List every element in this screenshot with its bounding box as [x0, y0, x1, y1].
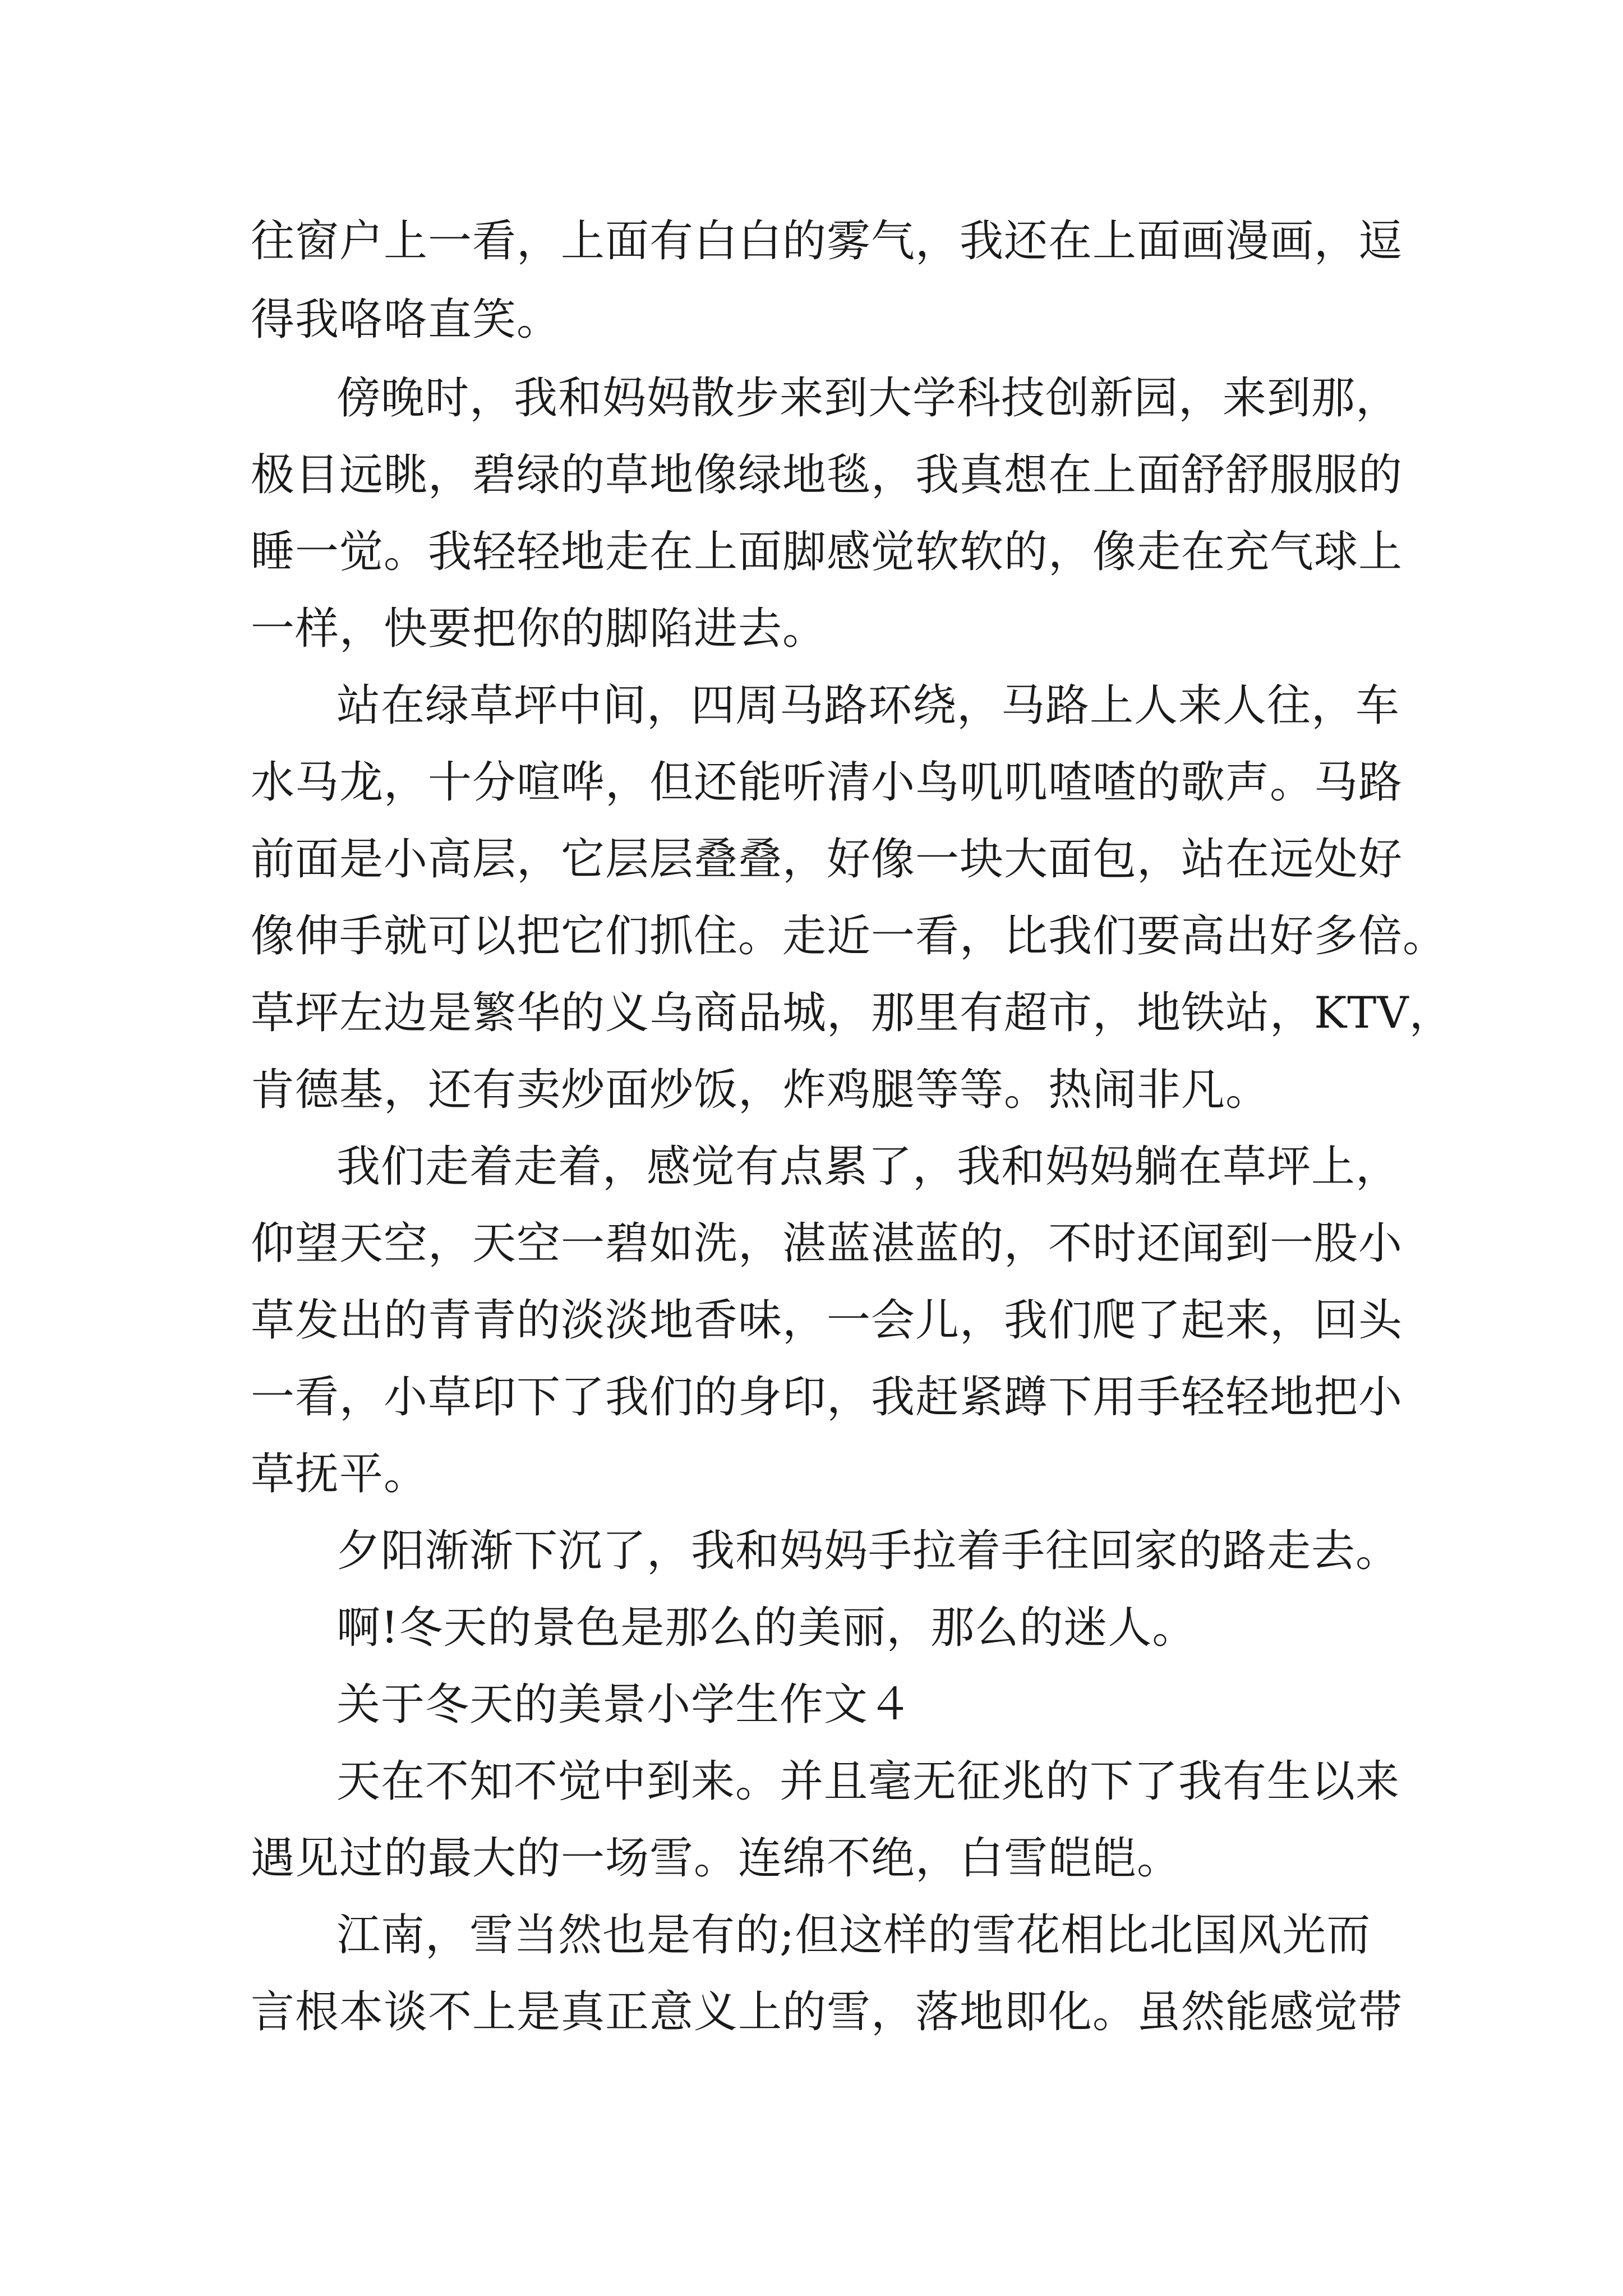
text-line: 草抚平。 — [251, 1449, 428, 1499]
paragraph-start-line: 站在绿草坪中间，四周马路环绕，马路上人来人往，车 — [336, 680, 1400, 731]
text-line: 草发出的青青的淡淡地香味，一会儿，我们爬了起来，回头 — [251, 1295, 1403, 1346]
text-line: 得我咯咯直笑。 — [251, 295, 561, 345]
paragraph-start-line: 江南，雪当然也是有的;但这样的雪花相比北国风光而 — [336, 1910, 1371, 1961]
text-line: 遇见过的最大的一场雪。连绵不绝，白雪皑皑。 — [251, 1833, 1182, 1884]
text-line: 言根本谈不上是真正意义上的雪，落地即化。虽然能感觉带 — [251, 1987, 1403, 2037]
paragraph-start-line: 天在不知不觉中到来。并且毫无征兆的下了我有生以来 — [336, 1756, 1400, 1807]
text-line: 睡一觉。我轻轻地走在上面脚感觉软软的，像走在充气球上 — [251, 527, 1403, 577]
text-line: 仰望天空，天空一碧如洗，湛蓝湛蓝的，不时还闻到一股小 — [251, 1218, 1403, 1269]
text-line: 前面是小高层，它层层叠叠，好像一块大面包，站在远处好 — [251, 834, 1403, 885]
text-line: 一样，快要把你的脚陷进去。 — [251, 604, 827, 654]
section-title: 关于冬天的美景小学生作文４ — [336, 1680, 913, 1730]
text-line: 往窗户上一看，上面有白白的雾气，我还在上面画漫画，逗 — [251, 216, 1403, 266]
text-line: 一看，小草印下了我们的身印，我赶紧蹲下用手轻轻地把小 — [251, 1372, 1403, 1423]
text-line: 极目远眺，碧绿的草地像绿地毯，我真想在上面舒舒服服的 — [251, 450, 1403, 500]
paragraph-start-line: 我们走着走着，感觉有点累了，我和妈妈躺在草坪上， — [336, 1142, 1400, 1192]
text-line: 草坪左边是繁华的义乌商品城，那里有超市，地铁站，KTV， — [251, 988, 1454, 1038]
paragraph-start-line: 夕阳渐渐下沉了，我和妈妈手拉着手往回家的路走去。 — [336, 1526, 1400, 1576]
text-line: 肯德基，还有卖炒面炒饭，炸鸡腿等等。热闹非凡。 — [251, 1065, 1270, 1115]
text-line: 像伸手就可以把它们抓住。走近一看，比我们要高出好多倍。 — [251, 911, 1447, 961]
text-line: 水马龙，十分喧哗，但还能听清小鸟叽叽喳喳的歌声。马路 — [251, 757, 1403, 808]
paragraph-start-line: 傍晚时，我和妈妈散步来到大学科技创新园，来到那， — [336, 373, 1400, 424]
paragraph-start-line: 啊!冬天的景色是那么的美丽，那么的迷人。 — [336, 1603, 1197, 1653]
